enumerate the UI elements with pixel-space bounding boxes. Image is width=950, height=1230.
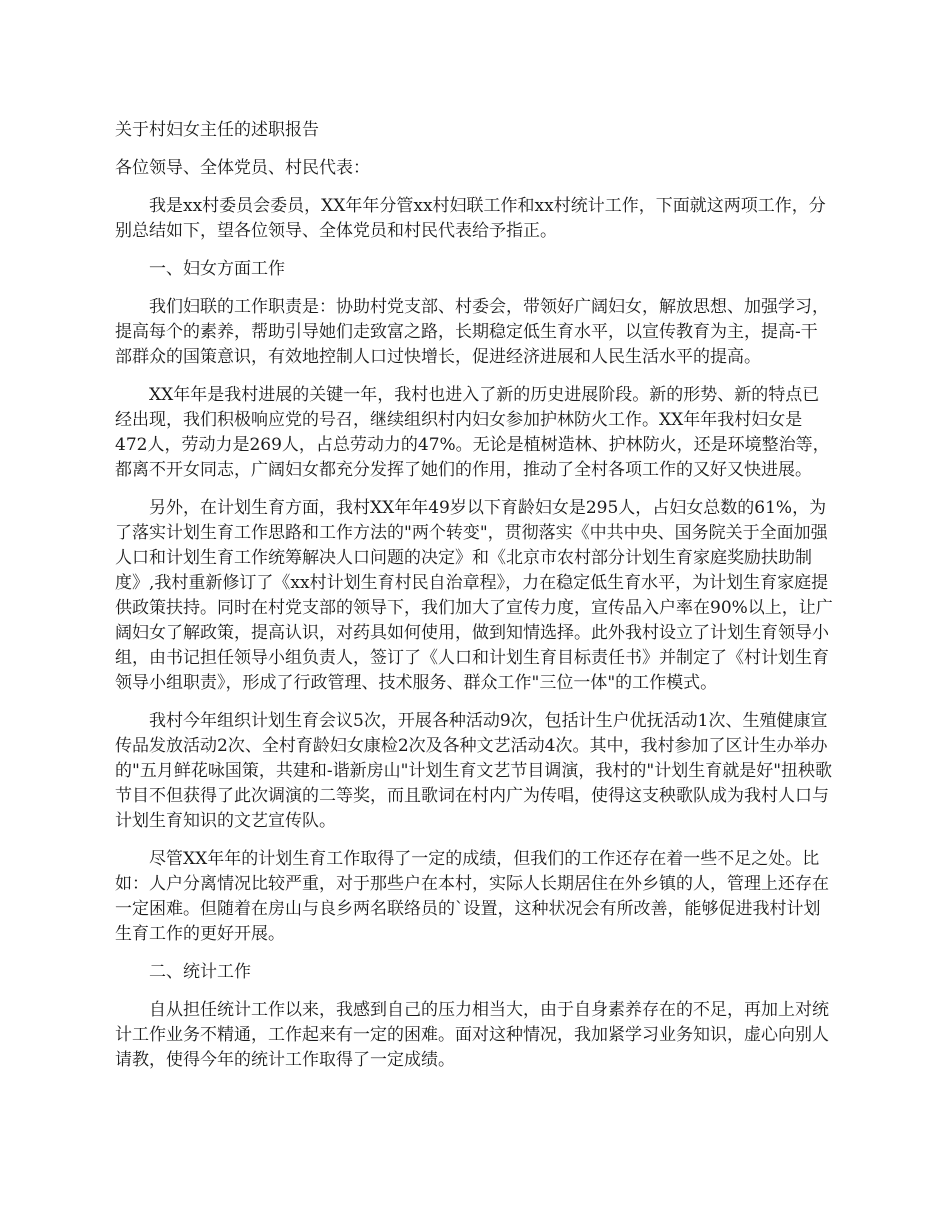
- paragraph-statistics: 自从担任统计工作以来，我感到自己的压力相当大，由于自身素养存在的不足，再加上对统计工作业务不精通，工作起来有一定的困难。面对这种情况，我加紧学习业务知识，虚心向别人请教，使得今年的统计工作取得了一定成绩。: [115, 1000, 829, 1070]
- document-page: [115, 118, 833, 1086]
- salutation: 各位领导、全体党员、村民代表：: [115, 158, 370, 178]
- paragraph-shortcomings: 尽管XX年年的计划生育工作取得了一定的成绩，但我们的工作还存在着一些不足之处。比如：人户分离情况比较严重，对于那些户在本村，实际人长期居住在外乡镇的人，管理上还存在一定困难。但随着在房山与良乡两名联络员的`设置，这种状况会有所改善，能够促进我村计划生育工作的更好开展。: [115, 849, 829, 944]
- section-heading-women: 一、妇女方面工作: [149, 259, 285, 279]
- paragraph-activities: 我村今年组织计划生育会议5次，开展各种活动9次，包括计生户优抚活动1次、生殖健康宣传品发放活动2次、全村育龄妇女康检2次及各种文艺活动4次。其中，我村参加了区计生办举办的"五月鲜花咏国策，共建和-谐新房山"计划生育文艺节目调演，我村的"计划生育就是好"扭秧歌节目不但获得了此次调演的二等奖，而且歌词在村内广为传唱，使得这支秧歌队成为我村人口与计划生育知识的文艺宣传队。: [115, 711, 833, 831]
- document-title: 关于村妇女主任的述职报告: [115, 120, 319, 140]
- intro-paragraph: 我是xx村委员会委员，XX年年分管xx村妇联工作和xx村统计工作，下面就这两项工作，分别总结如下，望各位领导、全体党员和村民代表给予指正。: [115, 196, 826, 241]
- paragraph-family-planning: 另外，在计划生育方面，我村XX年年49岁以下育龄妇女是295人，占妇女总数的61%，为了落实计划生育工作思路和工作方法的"两个转变"，贯彻落实《中共中央、国务院关于全面加强人口和计划生育工作统筹解决人口问题的决定》和《北京市农村部分计划生育家庭奖励扶助制度》,我村重新修订了《xx村计划生育村民自治章程》，力在稳定低生育水平，为计划生育家庭提供政策扶持。同时在村党支部的领导下，我们加大了宣传力度，宣传品入户率在90%以上，让广阔妇女了解政策，提高认识，对药具如何使用，做到知情选择。此外我村设立了计划生育领导小组，由书记担任领导小组负责人，签订了《人口和计划生育目标责任书》并制定了《村计划生育领导小组职责》，形成了行政管理、技术服务、群众工作"三位一体"的工作模式。: [115, 498, 833, 693]
- paragraph-key-year: XX年年是我村进展的关键一年，我村也进入了新的历史进展阶段。新的形势、新的特点已经出现，我们积极响应党的号召，继续组织村内妇女参加护林防火工作。XX年年我村妇女是472人，劳动力是269人，占总劳动力的47%。无论是植树造林、护林防火，还是环境整治等，都离不开女同志，广阔妇女都充分发挥了她们的作用，推动了全村各项工作的又好又快进展。: [115, 385, 830, 480]
- section-heading-statistics: 二、统计工作: [149, 962, 251, 982]
- paragraph-duties: 我们妇联的工作职责是：协助村党支部、村委会，带领好广阔妇女，解放思想、加强学习，提高每个的素养，帮助引导她们走致富之路，长期稳定低生育水平，以宣传教育为主，提高-干部群众的国策意识，有效地控制人口过快增长，促进经济进展和人民生活水平的提高。: [115, 297, 829, 367]
